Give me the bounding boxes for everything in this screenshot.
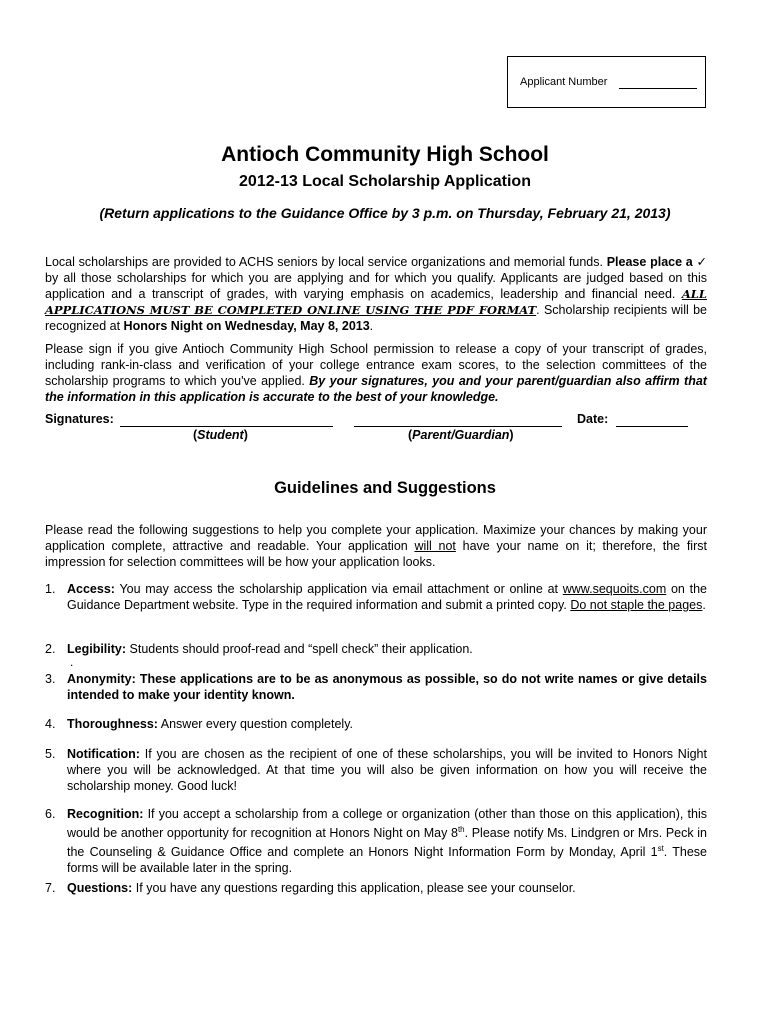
- online-pdf-notice: ALL APPLICATIONS MUST BE COMPLETED ONLINE USING THE PDF FORMAT: [45, 287, 707, 317]
- list-item: [45, 880, 707, 896]
- ordinal-suffix: th: [457, 825, 465, 834]
- item-number: 2.: [45, 642, 56, 656]
- item-title: Anonymity:: [67, 672, 136, 686]
- sequoits-link[interactable]: www.sequoits.com: [562, 582, 667, 596]
- date-field[interactable]: [616, 426, 688, 427]
- guidelines-intro-emphasis: will not: [414, 539, 456, 553]
- intro-text: by all those scholarships for which you are applying and for which you qualify. Applicants are judged based on this application and a transcript of grades, with varying emphasis on academics, leadership and financial need.: [45, 271, 707, 301]
- item-number: 6.: [45, 807, 56, 821]
- intro-paragraph-1: [45, 254, 707, 334]
- list-item: [45, 806, 708, 876]
- guidelines-intro-text: have your name on it; therefore, the first impression for selection committees will be how your application looks.: [45, 539, 707, 569]
- student-signature-field[interactable]: [120, 426, 333, 427]
- item-title: Access:: [67, 582, 115, 596]
- intro-text: Local scholarships are provided to ACHS seniors by local service organizations and memorial funds.: [45, 255, 603, 269]
- item-number: 1.: [45, 582, 56, 596]
- item-number: 7.: [45, 881, 56, 895]
- applicant-number-label: Applicant Number: [520, 76, 608, 88]
- list-item: [45, 671, 707, 703]
- guidelines-intro-text: Please read the following suggestions to help you complete your application. Maximize your chances by making your application complete, attractive and readable. Your application: [45, 523, 707, 553]
- return-note: (Return applications to the Guidance Office by 3 p.m. on Thursday, February 21, 2013): [99, 205, 671, 221]
- item-text: If you are chosen as the recipient of one of these scholarships, you will be invited to Honors Night where you will be acknowledged. At that time you will also be given information on how you will receive the scholarship money. Good luck!: [67, 747, 707, 793]
- item-text: . Please notify Ms. Lindgren or Mrs. Peck in the Counseling & Guidance Office and complete an Honors Night Information Form by Monday, April 1: [67, 826, 707, 860]
- page-subtitle: 2012-13 Local Scholarship Application: [239, 173, 531, 190]
- item-title: Legibility:: [67, 642, 127, 656]
- student-caption-text: Student: [197, 428, 244, 442]
- list-item: [45, 716, 707, 732]
- item-number: 5.: [45, 747, 56, 761]
- applicant-number-box: [507, 56, 706, 108]
- item-title: Notification:: [67, 747, 140, 761]
- item-text: on the Guidance Department website. Type in the required information and submit a printed copy.: [67, 582, 707, 612]
- student-caption: (Student): [193, 428, 248, 442]
- intro-text: . Scholarship recipients will be recognized at: [45, 303, 707, 333]
- date-label: Date:: [577, 412, 609, 426]
- guidelines-heading: Guidelines and Suggestions: [274, 479, 496, 497]
- item-number: 3.: [45, 672, 56, 686]
- page-title: Antioch Community High School: [221, 143, 549, 166]
- intro-emphasis: Please place a: [606, 255, 693, 269]
- item-title: Thoroughness:: [67, 717, 158, 731]
- intro-text: .: [369, 319, 374, 333]
- item-text: Answer every question completely.: [160, 717, 353, 731]
- item-text: Do not staple the pages: [570, 598, 703, 612]
- item-number: 4.: [45, 717, 56, 731]
- parent-caption-text: Parent/Guardian: [412, 428, 510, 442]
- affirmation-text: By your signatures, you and your parent/guardian also affirm that the information in this application is accurate to the best of your knowledge.: [45, 374, 707, 404]
- item-text: If you accept a scholarship from a college or organization (other than those on this application), this would be another opportunity for recognition at Honors Night on May 8: [67, 807, 707, 841]
- item-title: Questions:: [67, 881, 133, 895]
- applicant-number-field[interactable]: [619, 88, 697, 89]
- guidelines-intro: [45, 522, 707, 570]
- item-text: Students should proof-read and “spell check” their application.: [129, 642, 473, 656]
- item-text: These applications are to be as anonymous as possible, so do not write names or give details intended to make your identity known.: [67, 672, 707, 702]
- item-text: . These forms will be available later in the spring.: [67, 845, 708, 876]
- signatures-label: Signatures:: [45, 412, 114, 426]
- intro-paragraph-2: [45, 341, 707, 405]
- list-item: [45, 746, 707, 794]
- item-text: .: [702, 598, 706, 612]
- item-title: Recognition:: [67, 807, 144, 821]
- ordinal-suffix: st: [657, 844, 664, 854]
- permission-text: Please sign if you give Antioch Community High School permission to release a copy of your transcript of grades, including rank-in-class and verification of your college entrance exam scores, to the selection committees of the scholarship programs to which you've applied.: [45, 342, 707, 388]
- item-text: You may access the scholarship application via email attachment or online at: [119, 582, 558, 596]
- item-text: If you have any questions regarding this application, please see your counselor.: [135, 881, 576, 895]
- parent-caption: (Parent/Guardian): [408, 428, 514, 442]
- parent-signature-field[interactable]: [354, 426, 562, 427]
- check-mark-icon: ✓: [696, 255, 707, 269]
- honors-night-date: Honors Night on Wednesday, May 8, 2013: [123, 319, 370, 333]
- list-item: [45, 641, 707, 657]
- list-item: [45, 581, 707, 629]
- stray-period: .: [70, 655, 74, 669]
